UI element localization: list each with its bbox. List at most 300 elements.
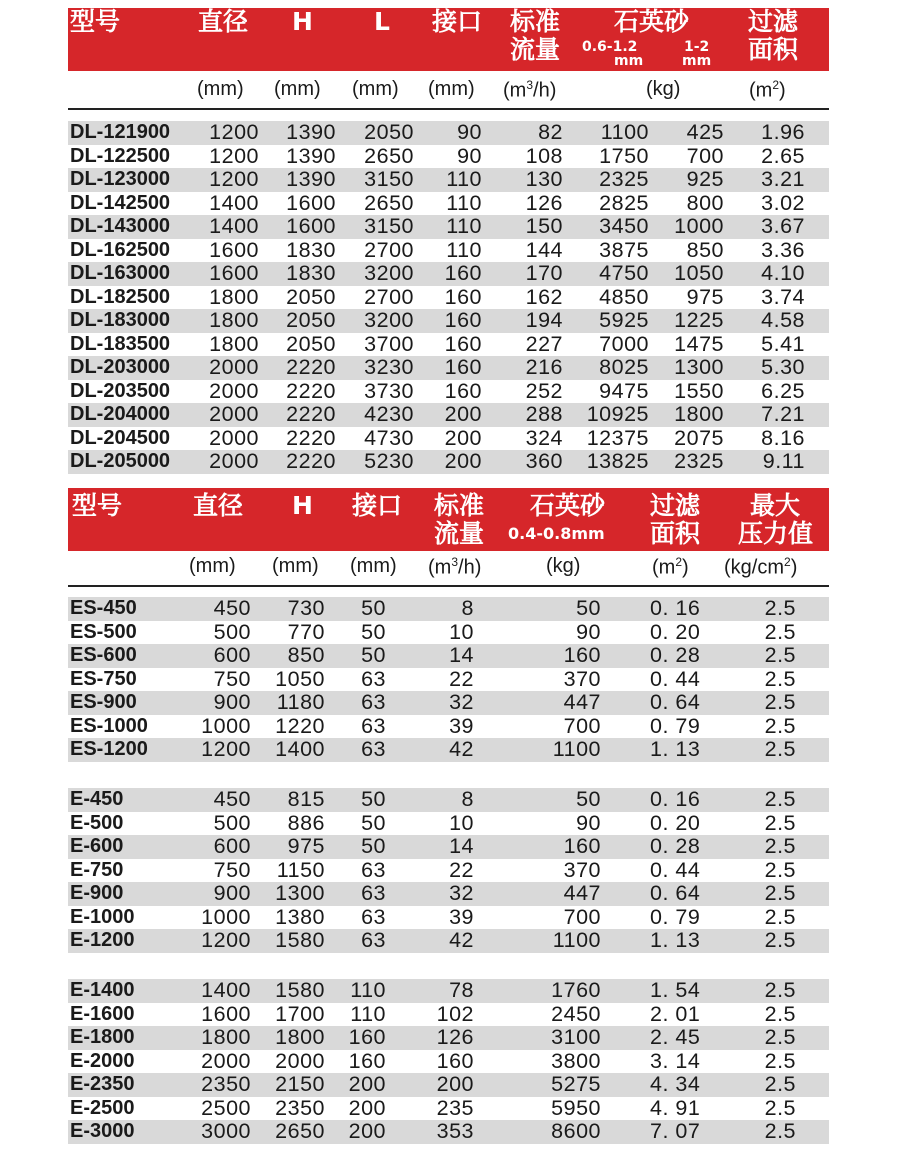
cell-h: 1600	[286, 190, 336, 215]
cell-h: 1390	[286, 143, 336, 168]
cell-h: 1800	[275, 1025, 325, 1049]
cell-port: 63	[361, 904, 386, 929]
cell-h: 1830	[286, 237, 336, 262]
cell-pressure: 2.5	[764, 1119, 796, 1143]
cell-h: 2050	[286, 331, 336, 356]
cell-model: DL-203500	[70, 379, 171, 402]
cell-model: ES-1000	[70, 714, 148, 737]
cell-flow: 10	[449, 619, 474, 644]
table-row	[68, 835, 829, 859]
cell-model: DL-162500	[70, 238, 171, 261]
table-row	[68, 788, 829, 812]
cell-flow: 252	[525, 378, 563, 403]
cell-area: 6.25	[761, 378, 805, 403]
cell-diameter: 450	[213, 787, 251, 811]
cell-diameter: 1800	[209, 331, 259, 356]
cell-area: 7.21	[761, 402, 805, 426]
cell-flow: 14	[449, 643, 474, 667]
cell-sand-b: 425	[686, 120, 724, 144]
cell-flow: 82	[538, 120, 563, 144]
cell-diameter: 2000	[209, 425, 259, 450]
cell-diameter: 1200	[201, 928, 251, 952]
cell-flow: 194	[525, 308, 563, 332]
t2-header-area-line1: 过滤	[650, 491, 701, 520]
cell-flow: 130	[525, 167, 563, 191]
t2-header-sand: 石英砂	[530, 491, 606, 520]
cell-diameter: 900	[213, 881, 251, 905]
cell-area: 0. 20	[650, 619, 701, 644]
cell-sand: 160	[563, 834, 601, 858]
cell-sand-b: 2075	[674, 425, 724, 450]
cell-pressure: 2.5	[764, 787, 796, 811]
cell-sand: 5275	[551, 1072, 601, 1096]
table-row	[68, 668, 829, 692]
cell-h: 1580	[275, 928, 325, 952]
cell-model: E-1000	[70, 905, 135, 928]
cell-area: 3.74	[761, 284, 805, 309]
t2-header-sand-range: 0.4-0.8mm	[508, 524, 605, 543]
cell-model: DL-204000	[70, 403, 171, 425]
t1-header-sand: 石英砂	[614, 7, 690, 36]
cell-h: 770	[287, 619, 325, 644]
cell-port: 200	[348, 1072, 386, 1096]
cell-port: 160	[348, 1048, 386, 1073]
cell-h: 2220	[286, 378, 336, 403]
cell-diameter: 1200	[201, 737, 251, 761]
cell-flow: 39	[449, 904, 474, 929]
t2-unit-sand: (kg)	[546, 555, 581, 577]
cell-diameter: 1000	[201, 713, 251, 738]
cell-h: 2650	[275, 1119, 325, 1143]
cell-area: 3.02	[761, 190, 805, 215]
cell-area: 4. 34	[650, 1072, 701, 1096]
t1-header-h: H	[292, 7, 313, 36]
cell-model: DL-123000	[70, 168, 171, 190]
cell-sand-a: 1750	[599, 143, 649, 168]
cell-diameter: 900	[213, 690, 251, 714]
cell-flow: 126	[525, 190, 563, 215]
cell-h: 2220	[286, 402, 336, 426]
cell-pressure: 2.5	[764, 619, 796, 644]
cell-pressure: 2.5	[764, 690, 796, 714]
table-row	[68, 812, 829, 836]
cell-diameter: 1400	[209, 190, 259, 215]
cell-sand: 90	[576, 810, 601, 835]
cell-sand-b: 700	[686, 143, 724, 168]
t1-header-diameter: 直径	[198, 7, 249, 36]
t2-header-model: 型号	[72, 491, 123, 520]
cell-port: 110	[350, 1001, 386, 1026]
cell-sand: 160	[563, 643, 601, 667]
cell-pressure: 2.5	[764, 1048, 796, 1073]
cell-port: 50	[361, 619, 386, 644]
table-row	[68, 1120, 829, 1144]
cell-flow: 144	[525, 237, 563, 262]
cell-diameter: 2000	[201, 1048, 251, 1073]
cell-flow: 39	[449, 713, 474, 738]
cell-area: 0. 64	[650, 881, 701, 905]
cell-l: 5230	[364, 449, 414, 473]
cell-model: DL-205000	[70, 450, 171, 472]
table-row	[68, 450, 829, 474]
cell-area: 9.11	[762, 449, 805, 473]
cell-model: DL-142500	[70, 191, 171, 214]
cell-flow: 32	[449, 690, 474, 714]
table-row	[68, 192, 829, 216]
cell-sand: 1100	[552, 928, 601, 952]
cell-flow: 360	[525, 449, 563, 473]
cell-h: 1400	[275, 737, 325, 761]
t2-unit-flow: $(m^3/h)$	[428, 555, 482, 579]
cell-model: DL-163000	[70, 262, 171, 284]
cell-diameter: 1800	[201, 1025, 251, 1049]
cell-port: 63	[361, 857, 386, 882]
cell-port: 110	[350, 978, 386, 1002]
cell-area: 3.67	[761, 214, 805, 238]
cell-diameter: 750	[213, 857, 251, 882]
table-row	[68, 1097, 829, 1121]
cell-port: 160	[444, 378, 482, 403]
cell-model: E-450	[70, 788, 124, 810]
cell-diameter: 500	[213, 619, 251, 644]
cell-sand-b: 975	[686, 284, 724, 309]
cell-model: ES-1200	[70, 738, 148, 760]
table-row	[68, 691, 829, 715]
cell-sand-b: 925	[686, 167, 724, 191]
table-row	[68, 715, 829, 739]
t2-header-diameter: 直径	[193, 491, 244, 520]
cell-port: 200	[348, 1095, 386, 1120]
cell-area: 2. 45	[650, 1025, 701, 1049]
t1-header-l: L	[374, 7, 390, 36]
cell-flow: 78	[449, 978, 474, 1002]
cell-h: 886	[287, 810, 325, 835]
cell-sand: 3100	[551, 1025, 601, 1049]
cell-area: 0. 28	[650, 643, 701, 667]
cell-h: 730	[287, 596, 325, 620]
table-row	[68, 427, 829, 451]
cell-l: 4230	[364, 402, 414, 426]
table-row	[68, 979, 829, 1003]
cell-pressure: 2.5	[764, 1095, 796, 1120]
t2-header-pressure-line2: 压力值	[738, 519, 814, 548]
cell-h: 2000	[275, 1048, 325, 1073]
cell-area: 7. 07	[650, 1119, 701, 1143]
cell-area: 1. 54	[650, 978, 701, 1002]
cell-h: 1390	[286, 167, 336, 191]
cell-pressure: 2.5	[764, 666, 796, 691]
cell-port: 200	[348, 1119, 386, 1143]
cell-model: E-2350	[70, 1073, 135, 1095]
cell-sand-a: 9475	[599, 378, 649, 403]
cell-flow: 8	[461, 596, 474, 620]
cell-sand: 447	[563, 881, 601, 905]
table-row	[68, 644, 829, 668]
cell-area: 4.10	[761, 261, 805, 285]
cell-flow: 22	[449, 857, 474, 882]
cell-diameter: 2000	[209, 449, 259, 473]
cell-flow: 102	[436, 1001, 474, 1026]
cell-port: 63	[361, 881, 386, 905]
cell-sand-a: 5925	[599, 308, 649, 332]
t2-header-area-line2: 面积	[650, 519, 701, 548]
cell-flow: 353	[436, 1119, 474, 1143]
cell-h: 1700	[275, 1001, 325, 1026]
cell-area: 8.16	[761, 425, 805, 450]
cell-sand-a: 3875	[599, 237, 649, 262]
table-row	[68, 929, 829, 953]
cell-l: 3200	[364, 308, 414, 332]
table-row	[68, 1003, 829, 1027]
t2-unit-port: (mm)	[350, 555, 397, 577]
t2-unit-pressure: $(kg/cm^2)$	[724, 555, 798, 579]
cell-flow: 22	[449, 666, 474, 691]
cell-model: ES-500	[70, 620, 137, 643]
cell-area: 0. 16	[650, 596, 701, 620]
cell-model: ES-450	[70, 597, 137, 619]
cell-flow: 42	[449, 928, 474, 952]
t2-header-pressure-line1: 最大	[750, 491, 801, 520]
cell-sand-b: 1000	[674, 214, 724, 238]
cell-sand: 50	[576, 787, 601, 811]
cell-pressure: 2.5	[764, 713, 796, 738]
cell-flow: 42	[449, 737, 474, 761]
table-row	[68, 403, 829, 427]
cell-model: E-1800	[70, 1026, 135, 1048]
cell-diameter: 1600	[209, 237, 259, 262]
cell-area: 3.36	[761, 237, 805, 262]
cell-sand-a: 12375	[586, 425, 649, 450]
t1-header-flow-line1: 标准	[510, 7, 561, 36]
cell-sand: 370	[563, 666, 601, 691]
cell-flow: 227	[525, 331, 563, 356]
cell-diameter: 3000	[201, 1119, 251, 1143]
cell-l: 3730	[364, 378, 414, 403]
cell-model: ES-750	[70, 667, 137, 690]
cell-port: 110	[446, 167, 482, 191]
cell-sand: 370	[563, 857, 601, 882]
t2-header-h: H	[292, 491, 313, 520]
cell-model: DL-204500	[70, 426, 171, 449]
t1-divider	[68, 108, 829, 110]
cell-h: 1050	[275, 666, 325, 691]
cell-sand: 1760	[551, 978, 601, 1002]
table-row	[68, 1050, 829, 1074]
cell-area: 0. 20	[650, 810, 701, 835]
cell-port: 50	[361, 787, 386, 811]
cell-h: 2350	[275, 1095, 325, 1120]
cell-model: E-600	[70, 835, 124, 857]
cell-area: 3. 14	[650, 1048, 701, 1073]
cell-diameter: 1400	[209, 214, 259, 238]
cell-area: 5.41	[761, 331, 805, 356]
t1-header-port: 接口	[432, 7, 483, 36]
cell-area: 1.96	[761, 120, 805, 144]
cell-diameter: 1000	[201, 904, 251, 929]
cell-h: 2050	[286, 308, 336, 332]
cell-sand-b: 2325	[674, 449, 724, 473]
cell-pressure: 2.5	[764, 904, 796, 929]
cell-port: 63	[361, 690, 386, 714]
cell-area: 0. 79	[650, 713, 701, 738]
t1-header-model: 型号	[70, 7, 121, 36]
cell-flow: 288	[525, 402, 563, 426]
cell-l: 4730	[364, 425, 414, 450]
cell-flow: 126	[436, 1025, 474, 1049]
cell-pressure: 2.5	[764, 737, 796, 761]
t2-unit-area: $(m^2)$	[652, 555, 689, 579]
cell-diameter: 2000	[209, 378, 259, 403]
cell-port: 50	[361, 596, 386, 620]
cell-model: E-750	[70, 858, 124, 881]
cell-model: DL-183500	[70, 332, 171, 355]
table-row	[68, 380, 829, 404]
cell-port: 63	[361, 713, 386, 738]
cell-pressure: 2.5	[764, 1025, 796, 1049]
table-row	[68, 145, 829, 169]
cell-flow: 10	[449, 810, 474, 835]
table-row	[68, 1073, 829, 1097]
cell-flow: 170	[525, 261, 563, 285]
cell-l: 2050	[364, 120, 414, 144]
cell-model: ES-900	[70, 691, 137, 713]
cell-model: E-900	[70, 882, 124, 904]
cell-sand-a: 13825	[586, 449, 649, 473]
table-row	[68, 309, 829, 333]
cell-pressure: 2.5	[764, 928, 796, 952]
cell-port: 160	[444, 331, 482, 356]
t2-header-port: 接口	[352, 491, 403, 520]
cell-port: 160	[444, 261, 482, 285]
t1-header-flow-line2: 流量	[510, 35, 561, 64]
cell-sand-b: 1550	[674, 378, 724, 403]
cell-sand-a: 4850	[599, 284, 649, 309]
t2-divider	[68, 585, 829, 587]
table-row	[68, 597, 829, 621]
cell-sand-a: 3450	[599, 214, 649, 238]
cell-area: 0. 44	[650, 857, 701, 882]
cell-h: 2220	[286, 425, 336, 450]
cell-diameter: 600	[213, 643, 251, 667]
cell-sand: 700	[563, 904, 601, 929]
cell-area: 0. 16	[650, 787, 701, 811]
cell-sand-b: 850	[686, 237, 724, 262]
cell-diameter: 1400	[201, 978, 251, 1002]
cell-area: 3.21	[761, 167, 805, 191]
cell-h: 1220	[275, 713, 325, 738]
cell-sand: 2450	[551, 1001, 601, 1026]
cell-sand-a: 10925	[586, 402, 649, 426]
cell-port: 200	[444, 425, 482, 450]
t1-header-sand-range1-unit: mm	[614, 53, 644, 69]
cell-diameter: 2500	[201, 1095, 251, 1120]
cell-sand: 447	[563, 690, 601, 714]
t2-unit-h: (mm)	[272, 555, 319, 577]
cell-port: 90	[457, 120, 482, 144]
cell-diameter: 1200	[209, 167, 259, 191]
cell-l: 3230	[364, 355, 414, 379]
cell-port: 63	[361, 666, 386, 691]
cell-port: 110	[446, 214, 482, 238]
cell-port: 160	[444, 284, 482, 309]
cell-model: ES-600	[70, 644, 137, 666]
cell-h: 1830	[286, 261, 336, 285]
cell-diameter: 1600	[201, 1001, 251, 1026]
table-row	[68, 286, 829, 310]
cell-model: DL-203000	[70, 356, 171, 378]
t1-header-sand-range2: 1-2	[684, 39, 710, 55]
cell-sand: 700	[563, 713, 601, 738]
cell-diameter: 450	[213, 596, 251, 620]
cell-pressure: 2.5	[764, 596, 796, 620]
cell-port: 200	[444, 402, 482, 426]
cell-h: 2050	[286, 284, 336, 309]
t1-unit-l: (mm)	[352, 78, 399, 100]
cell-model: E-2000	[70, 1049, 135, 1072]
cell-sand: 8600	[551, 1119, 601, 1143]
cell-pressure: 2.5	[764, 978, 796, 1002]
cell-pressure: 2.5	[764, 857, 796, 882]
cell-port: 50	[361, 834, 386, 858]
cell-flow: 8	[461, 787, 474, 811]
table-row	[68, 262, 829, 286]
cell-diameter: 1600	[209, 261, 259, 285]
cell-sand-a: 8025	[599, 355, 649, 379]
cell-sand-b: 1800	[674, 402, 724, 426]
cell-h: 2150	[275, 1072, 325, 1096]
t2-header-flow-line1: 标准	[434, 491, 485, 520]
cell-h: 1600	[286, 214, 336, 238]
cell-flow: 108	[525, 143, 563, 168]
cell-pressure: 2.5	[764, 810, 796, 835]
cell-port: 63	[361, 928, 386, 952]
cell-pressure: 2.5	[764, 643, 796, 667]
cell-diameter: 500	[213, 810, 251, 835]
cell-sand-a: 4750	[599, 261, 649, 285]
cell-l: 2650	[364, 143, 414, 168]
cell-sand-b: 800	[686, 190, 724, 215]
cell-port: 110	[446, 190, 482, 215]
cell-model: DL-121900	[70, 121, 171, 143]
t1-header-area-line1: 过滤	[748, 7, 799, 36]
cell-area: 4. 91	[650, 1095, 701, 1120]
cell-h: 1300	[275, 881, 325, 905]
cell-area: 4.58	[761, 308, 805, 332]
cell-sand-a: 2325	[599, 167, 649, 191]
cell-sand-b: 1225	[674, 308, 724, 332]
cell-h: 1580	[275, 978, 325, 1002]
cell-h: 1150	[276, 857, 325, 882]
cell-sand-b: 1300	[674, 355, 724, 379]
cell-flow: 162	[525, 284, 563, 309]
cell-diameter: 2350	[201, 1072, 251, 1096]
cell-h: 815	[287, 787, 325, 811]
cell-diameter: 2000	[209, 355, 259, 379]
cell-sand: 90	[576, 619, 601, 644]
table-row	[68, 621, 829, 645]
table-row	[68, 738, 829, 762]
cell-port: 110	[446, 237, 482, 262]
cell-h: 1380	[275, 904, 325, 929]
table-row	[68, 356, 829, 380]
table-row	[68, 239, 829, 263]
cell-port: 63	[361, 737, 386, 761]
cell-flow: 324	[525, 425, 563, 450]
cell-diameter: 750	[213, 666, 251, 691]
t1-header-sand-range1: 0.6-1.2	[582, 39, 638, 55]
cell-port: 90	[457, 143, 482, 168]
cell-l: 2700	[364, 237, 414, 262]
